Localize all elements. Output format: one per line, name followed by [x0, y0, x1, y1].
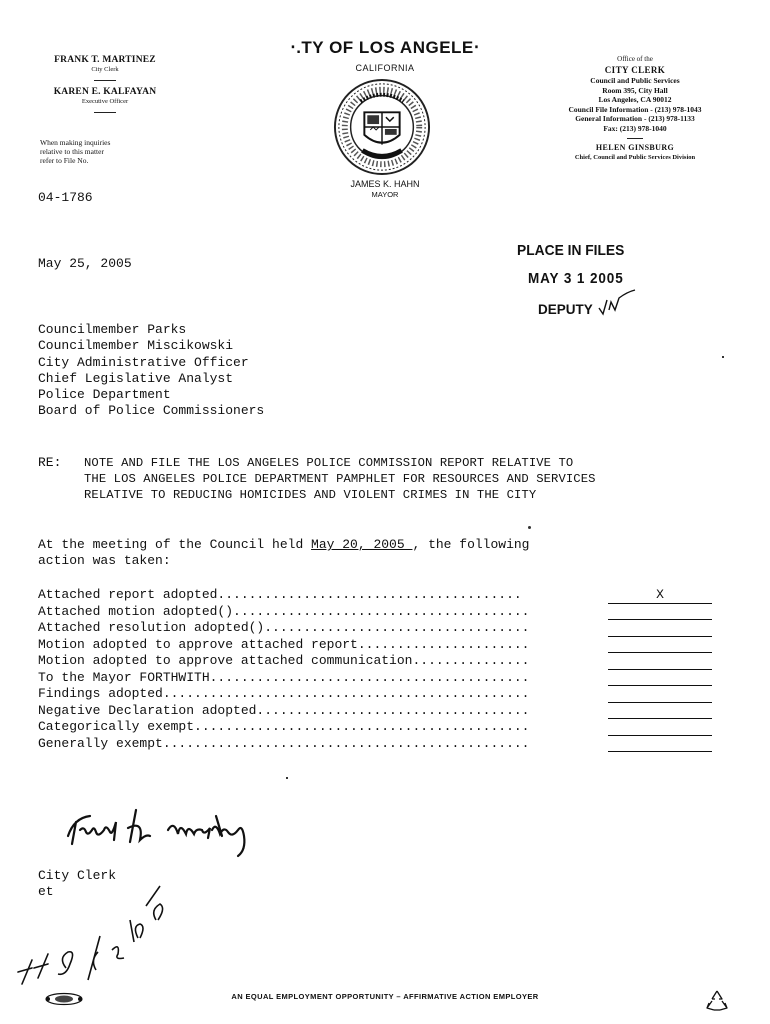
action-item: Motion adopted to approve attached communication...............	[38, 653, 530, 668]
action-mark	[608, 637, 712, 654]
addressee: Board of Police Commissioners	[38, 403, 265, 419]
action-mark	[608, 620, 712, 637]
file-number: 04-1786	[38, 190, 93, 205]
clerk-name: FRANK T. MARTINEZ	[54, 55, 156, 65]
meeting-prefix: At the meeting of the Council held	[38, 537, 312, 552]
re-subject	[84, 455, 744, 503]
speck	[722, 356, 724, 358]
action-item: Generally exempt...............................................	[38, 735, 530, 751]
closing-title: City Clerk	[38, 868, 117, 883]
meeting-statement	[38, 537, 530, 570]
re-line: THE LOS ANGELES POLICE DEPARTMENT PAMPHLET FOR RESOURCES AND SERVICES	[84, 472, 596, 486]
action-mark	[608, 653, 712, 670]
speck	[286, 777, 288, 779]
action-item: Categorically exempt...........................................	[38, 719, 530, 734]
recycle-icon	[704, 988, 730, 1014]
action-list	[38, 587, 529, 752]
office-line: Los Angeles, CA 90012	[598, 95, 672, 104]
action-mark	[608, 604, 712, 621]
action-item: Negative Declaration adopted...................................	[38, 702, 530, 718]
action-item: Attached report adopted.......................................	[38, 587, 522, 602]
action-marks	[608, 587, 712, 752]
office-line: Fax: (213) 978-1040	[603, 123, 667, 133]
action-item: Attached resolution adopted()..................................	[38, 620, 530, 635]
addressee: Councilmember Parks	[38, 322, 187, 337]
speck	[528, 526, 531, 529]
action-item: Attached motion adopted()......................................	[38, 603, 530, 619]
deputy-initials-icon	[597, 286, 637, 316]
stamp-deputy: DEPUTY	[538, 302, 593, 317]
office-name: CITY CLERK	[604, 65, 666, 75]
letter-date: May 25, 2005	[38, 256, 132, 271]
footer-eeo-statement: AN EQUAL EMPLOYMENT OPPORTUNITY – AFFIRMATIVE ACTION EMPLOYER	[231, 992, 539, 1001]
mayor-title: MAYOR	[371, 190, 399, 199]
action-mark	[608, 670, 712, 687]
mayor-name: JAMES K. HAHN	[350, 179, 420, 189]
stamp-place-in-files: PLACE IN FILES	[517, 242, 625, 259]
addressee-list	[38, 322, 264, 420]
office-line: Room 395, City Hall	[602, 85, 668, 95]
re-line: NOTE AND FILE THE LOS ANGELES POLICE COMMISSION REPORT RELATIVE TO	[84, 456, 574, 470]
divider	[94, 112, 116, 113]
divider	[627, 138, 643, 139]
stamp-date: MAY 3 1 2005	[528, 270, 624, 287]
re-label: RE:	[38, 455, 62, 470]
addressee: Councilmember Miscikowski	[38, 338, 234, 354]
office-line: Council File Information - (213) 978-1043	[568, 104, 702, 114]
closing-initials: et	[38, 884, 54, 900]
addressee: Police Department	[38, 387, 171, 403]
addressee: Chief Legislative Analyst	[38, 370, 234, 386]
right-header	[535, 55, 735, 162]
action-item: Findings adopted...............................................	[38, 686, 530, 701]
chief-title: Chief, Council and Public Services Division	[574, 154, 696, 161]
exec-name: KAREN E. KALFAYAN	[53, 87, 157, 97]
meeting-date: May 20, 2005	[311, 537, 413, 552]
signature-icon	[60, 800, 280, 860]
chief-name: HELEN GINSBURG	[595, 143, 675, 152]
meeting-line2: action was taken:	[38, 553, 171, 569]
action-mark	[608, 686, 712, 703]
state-label: CALIFORNIA	[355, 63, 415, 73]
re-line: RELATIVE TO REDUCING HOMICIDES AND VIOLENT CRIMES IN THE CITY	[84, 488, 537, 502]
city-title: ‧.TY OF LOS ANGELE‧	[290, 38, 480, 57]
inquiry-line: relative to this matter	[40, 147, 104, 156]
action-item: To the Mayor FORTHWITH.........................................	[38, 669, 530, 685]
action-mark	[608, 703, 712, 720]
exec-title: Executive Officer	[81, 98, 129, 105]
inquiry-line: refer to File No.	[40, 156, 89, 165]
inquiry-note	[40, 138, 150, 165]
union-bug-icon	[44, 992, 84, 1006]
clerk-title: City Clerk	[91, 66, 119, 73]
office-line: Council and Public Services	[590, 76, 680, 85]
office-of: Office of the	[617, 55, 653, 63]
office-line: General Information - (213) 978-1133	[575, 114, 695, 123]
meeting-suffix: , the following	[412, 537, 530, 552]
addressee: City Administrative Officer	[38, 354, 249, 370]
action-item: Motion adopted to approve attached report......................	[38, 636, 530, 652]
left-header	[30, 55, 180, 119]
action-mark: X	[608, 587, 712, 604]
handwritten-note-icon	[10, 880, 180, 1000]
inquiry-line: When making inquiries	[40, 138, 111, 147]
city-seal-icon	[333, 78, 431, 176]
divider	[94, 80, 116, 81]
action-mark	[608, 719, 712, 736]
action-mark	[608, 736, 712, 753]
